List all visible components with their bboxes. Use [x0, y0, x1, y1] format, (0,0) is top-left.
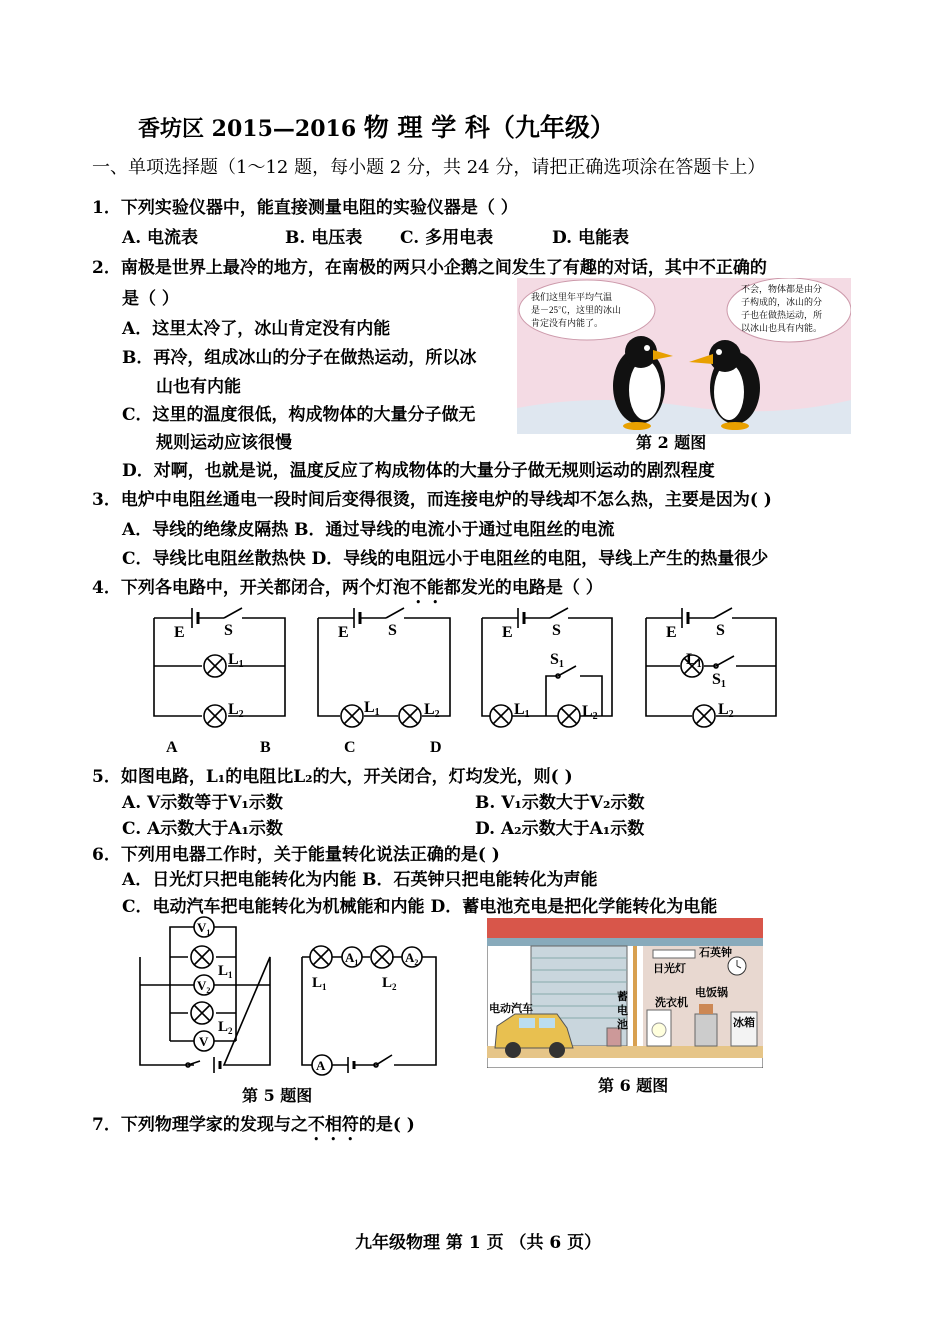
label-l1-b: L1	[364, 699, 380, 718]
q5-option-d: D. A₂示数大于A₁示数	[475, 819, 645, 839]
label-l2-a: L2	[228, 701, 244, 720]
meter-v1: $V_1$	[197, 920, 211, 937]
q6-figure-caption: 第 6 题图	[598, 1076, 669, 1095]
q1-option-c: C. 多用电表	[400, 228, 494, 248]
label-lamp: 日光灯	[653, 963, 686, 975]
q2-stem: 2．南极是世界上最冷的地方，在南极的两只小企鹅之间发生了有趣的对话，其中不正确的	[92, 258, 767, 278]
label-e-c: E	[502, 624, 513, 641]
label-clock: 石英钟	[699, 947, 732, 959]
q1-option-d: D. 电能表	[552, 228, 629, 248]
label-e-b: E	[338, 624, 349, 641]
label-battery-2: 电	[617, 1005, 628, 1017]
choice-d: D	[430, 739, 442, 756]
label-l1-c: L1	[514, 701, 530, 720]
choice-c: C	[344, 739, 356, 756]
q6-options-ab: A．日光灯只把电能转化为内能 B．石英钟只把电能转化为声能	[122, 870, 598, 890]
label-e-d: E	[666, 624, 677, 641]
meter-a: A	[316, 1058, 326, 1073]
label-l1-d: L1	[686, 651, 702, 670]
choice-a: A	[166, 739, 178, 756]
bubble-left-line-3: 肯定没有内能了。	[531, 318, 604, 328]
q7-stem: 7．下列物理学家的发现与之不相符的是( )	[92, 1115, 415, 1135]
q2-option-a: A．这里太冷了，冰山肯定没有内能	[122, 319, 391, 339]
q2-penguin-figure	[517, 278, 851, 434]
q2-figure-caption: 第 2 题图	[636, 433, 707, 452]
label-l1-right: $L_1$	[312, 975, 327, 992]
label-s-c: S	[552, 622, 561, 639]
label-battery-1: 蓄	[617, 991, 628, 1003]
label-l2-d: L2	[718, 701, 734, 720]
q4-circuits	[140, 600, 790, 760]
meter-a1: $A_1$	[345, 950, 359, 967]
bubble-right-line-2: 子构成的，冰山的分	[741, 297, 823, 307]
q5-figure-caption: 第 5 题图	[242, 1086, 313, 1105]
meter-a2: $A_2$	[405, 950, 419, 967]
q5-stem: 5．如图电路，L₁的电阻比L₂的大，开关闭合，灯均发光，则( )	[92, 767, 573, 787]
q5-circuit-figure	[130, 915, 460, 1080]
label-l2-c: L2	[582, 703, 598, 722]
q5-option-c: C. A示数大于A₁示数	[122, 819, 283, 839]
q3-options-ab: A．导线的绝缘皮隔热 B．通过导线的电流小于通过电阻丝的电流	[122, 520, 615, 540]
label-cooker: 电饭锅	[695, 987, 728, 999]
label-s-d: S	[716, 622, 725, 639]
label-s-b: S	[388, 622, 397, 639]
label-fridge: 冰箱	[733, 1017, 755, 1029]
label-s-a: S	[224, 622, 233, 639]
q6-stem: 6．下列用电器工作时，关于能量转化说法正确的是( )	[92, 845, 500, 865]
label-s1-c: S1	[550, 651, 564, 670]
label-battery-3: 池	[617, 1019, 628, 1031]
label-l1-a: L1	[228, 651, 244, 670]
bubble-right-line-1: 不会，物体都是由分	[741, 284, 823, 294]
q6-options-cd: C．电动汽车把电能转化为机械能和内能 D．蓄电池充电是把化学能转化为电能	[122, 897, 718, 917]
label-l1: $L_1$	[218, 963, 233, 980]
label-e-a: E	[174, 624, 185, 641]
q2-option-c-cont: 规则运动应该很慢	[156, 433, 292, 453]
bubble-left-line-2: 是－25℃，这里的冰山	[531, 305, 622, 315]
bubble-right-line-4: 以冰山也具有内能。	[741, 323, 823, 333]
page-footer: 九年级物理 第 1 页 （共 6 页）	[355, 1233, 602, 1253]
q5-option-a: A. V示数等于V₁示数	[122, 793, 283, 813]
label-washer: 洗衣机	[655, 997, 688, 1009]
label-l2-b: L2	[424, 701, 440, 720]
meter-v: V	[199, 1034, 209, 1049]
q2-option-b-cont: 山也有内能	[156, 377, 241, 397]
q2-option-d: D．对啊，也就是说，温度反应了构成物体的大量分子做无规则运动的剧烈程度	[122, 461, 715, 481]
q3-stem: 3．电炉中电阻丝通电一段时间后变得很烫，而连接电炉的导线却不怎么热，主要是因为( )	[92, 490, 772, 510]
bubble-left-line-1: 我们这里年平均气温	[531, 292, 613, 302]
label-l2-right: $L_2$	[382, 975, 397, 992]
label-l2: $L_2$	[218, 1019, 233, 1036]
section-heading: 一、单项选择题（1～12 题，每小题 2 分，共 24 分，请把正确选项涂在答题卡上）	[92, 157, 766, 178]
q5-option-b: B. V₁示数大于V₂示数	[475, 793, 645, 813]
q1-option-b: B. 电压表	[285, 228, 363, 248]
q2-stem-cont: 是（ ）	[122, 289, 179, 309]
q1-option-a: A. 电流表	[122, 228, 199, 248]
label-s1-d: S1	[712, 671, 726, 690]
page-title: 香坊区 2015—2016 物 理 学 科（九年级）	[138, 113, 615, 142]
q2-option-c: C．这里的温度很低，构成物体的大量分子做无	[122, 405, 476, 425]
q4-stem: 4．下列各电路中，开关都闭合，两个灯泡不能都发光的电路是（ ）	[92, 578, 603, 598]
meter-v2: $V_2$	[197, 978, 211, 995]
q1-stem: 1．下列实验仪器中，能直接测量电阻的实验仪器是（ ）	[92, 198, 518, 218]
q3-options-cd: C．导线比电阻丝散热快 D．导线的电阻远小于电阻丝的电阻，导线上产生的热量很少	[122, 549, 769, 569]
q2-option-b: B．再冷，组成冰山的分子在做热运动，所以冰	[122, 348, 477, 368]
choice-b: B	[260, 739, 271, 756]
q6-appliance-figure	[487, 918, 763, 1068]
label-car: 电动汽车	[489, 1003, 533, 1015]
bubble-right-line-3: 子也在做热运动，所	[741, 310, 823, 320]
